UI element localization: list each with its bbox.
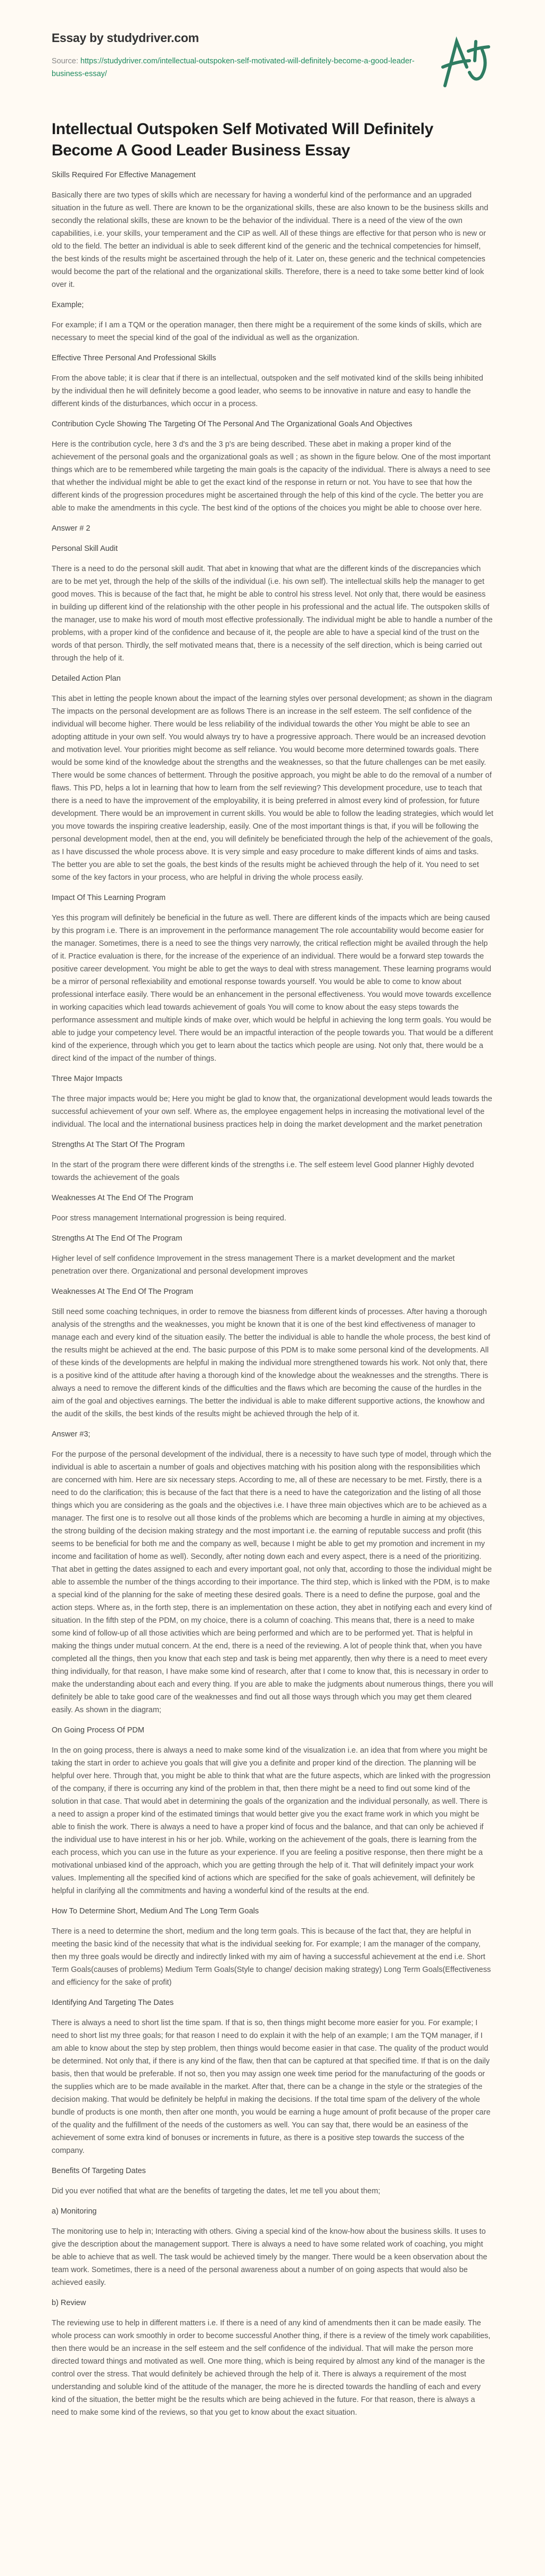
section-heading: Strengths At The Start Of The Program: [52, 1141, 185, 1149]
body-paragraph: There is a need to do the personal skill audit. That abet in knowing that what are the different kinds of the discrepancies which are to be met yet, through the help of the skills of the individual (i.e. his own self). The intellectual skills help the manager to get good moves. This is because of the fact that, he might be able to control his stress level. Not only that, there would be easiness in building up different kind of the relationship with the other people in his professional and the actual life. The outspoken skills of the manager, use to make his word of mouth most effective professionally. The individual might be able to handle a number of the problems, with a proper kind of the confidence and because of it, the people are able to have a special kind of the trust on the words of that person. Thirdly, the self motivated means that, there is a necessity of the self direction, which is being carried out through the help of it.: [52, 565, 493, 663]
body-paragraph: From the above table; it is clear that if there is an intellectual, outspoken and the self motivated kind of the skills being inhibited by the individual then he will definitely become a good leader, who seems to be innovative in nature and easy to handle the different kinds of the disturbances, which occur in a process.: [52, 374, 483, 408]
section-heading: Skills Required For Effective Management: [52, 171, 196, 179]
section-heading: Example;: [52, 301, 84, 309]
source-line: [52, 55, 419, 80]
body-paragraph: In the on going process, there is always a need to make some kind of the visualization i.e. an idea that from where you might be taking the start in order to achieve you goals that will give you a definite and proper kind of the direction. The planning will be helpful over here. Through that, you might be able to think that what are the future aspects, which are linked with the progression of the company, if there is occurring any kind of the problem in that, then there might be a need to find out some kind of the solution in that case. That would abet in determining the goals of the organization and the individual personally, as well. There is a need to assign a proper kind of the estimated timings that would better give you the exact frame work in which you might be able to finish the work. There is always a need to have a proper kind of focus and the balance, and that can only be achieved if the individual use to have interest in his or her job. While, working on the achievement of the goals, there is learning from the each process, which you can use in the future as your experience. If you are feeling a positive response, then there might be a motivational unbiased kind of the approach, which you are getting through the help of it. That will definitely impact your work values. Implementing all the specified kind of actions which are specified for the sake of goals achievement, will definitely be helpful in clarifying all the commitments and having a wonderful kind of the results at the end.: [52, 1746, 491, 1895]
body-paragraph: The reviewing use to help in different matters i.e. If there is a need of any kind of amendments then it can be made easily. The whole process can work smoothly in order to become successful Another thing, if there is a review of the timely work capabilities, then there would be an increase in the self esteem and the self confidence of the individual. That will make the person more directed toward things and motivated as well. One more thing, which is being required by almost any kind of the manager is the control over the stress. That would definitely be achieved through the help of it. There is always a requirement of the most understanding and soluble kind of the attitude of the manager, the more he is directed towards the handling of each and every kind of the situation, the better might be the results which are being achieved in the future. For that reason, there is always a need to make some kind of the reviews, so that you get to know about the exact situation.: [52, 2319, 491, 2417]
body-paragraph: Still need some coaching techniques, in order to remove the biasness from different kinds of processes. After having a thorough analysis of the strengths and the weaknesses, you might be known that it is one of the best kind effectiveness of manager to manage each and every kind of the situation easily. The better the individual is able to handle the whole process, the best kind of the results might be achieved at the end. The basic purpose of this PDM is to make some personal kind of the developments. All of these kinds of the developments are helpful in making the individual more strengthened towards his work. Not only that, there is a positive kind of the attitude after having a thorough kind of the knowledge about the weaknesses and the strengths. There is always a need to remove the different kinds of the difficulties and the flaws which are becoming the cause of the hurdles in the aim of the goal and objectives earnings. The better the individual is able to make different supportive actions, the knowhow and the audit of the skills, the best kinds of the results might be achieved through the help of it.: [52, 1308, 491, 1418]
section-heading: Weaknesses At The End Of The Program: [52, 1194, 193, 1202]
section-heading: Identifying And Targeting The Dates: [52, 1999, 174, 2007]
body-paragraph: There is always a need to short list the time spam. If that is so, then things might become more easier for you. For example; I need to short list my three goals; for that reason I need to do explain it with the help of an example; I am the TQM manager, if I am able to know about the step by step problem, then things would become easier in that case. The quality of the product would be determined. Not only that, if there is any kind of the flaw, then that can be captured at that specified time. If that is on the daily basis, then that would be preferable. If not so, then you may assign one week time period for the manufacturing of the goods or the supplies which are to be made available in the market. After that, there can be a change in the style or the strategies of the decision making. That would be definitely be helpful in making the decisions. If the total time spam of the delivery of the whole bundle of products is one month, then after one month, you would be earning a huge amount of profit because of the proper care of the quality and the fulfillment of the needs of the customers as well. You can say that, there would be an easiness of the achievement of some extra kind of bonuses or increments in future, as there is a positive step towards the success of the company.: [52, 2019, 491, 2155]
section-heading: Impact Of This Learning Program: [52, 894, 166, 902]
section-heading: Three Major Impacts: [52, 1075, 122, 1083]
section-heading: b) Review: [52, 2299, 86, 2307]
body-paragraph: Poor stress management International progression is being required.: [52, 1214, 286, 1223]
body-paragraph: In the start of the program there were different kinds of the strengths i.e. The self esteem level Good planner Highly devoted towards the achievement of the goals: [52, 1161, 474, 1182]
body-paragraph: Did you ever notified that what are the benefits of targeting the dates, let me tell you about them;: [52, 2187, 381, 2195]
body-paragraph: There is a need to determine the short, medium and the long term goals. This is because of the fact that, they are helpful in meeting the basic kind of the necessity that what is the individual seeking for. For example; I am the manager of the company, then my three goals would be directly and indirectly linked with my aim of having a successful achievement at the end i.e. Short Term Goals(causes of problems) Medium Term Goals(Style to change/ decision making strategy) Long Term Goals(Effectiveness and efficiency for the sake of profit): [52, 1927, 491, 1987]
section-heading: On Going Process Of PDM: [52, 1726, 145, 1735]
a-plus-logo-icon: [437, 35, 496, 88]
brand-title: Essay by studydriver.com: [52, 31, 199, 45]
section-heading: Answer #3;: [52, 1430, 90, 1439]
section-heading: Contribution Cycle Showing The Targeting Of The Personal And The Organizational Goals And Objectives: [52, 420, 412, 428]
section-heading: Detailed Action Plan: [52, 674, 121, 683]
body-paragraph: Basically there are two types of skills which are necessary for having a wonderful kind of the performance and an upgraded situation in the future as well. There are known to be the organizational skills, these are also known to be the business skills and secondly the relational skills, these are known to be the behavior of the individual. There is a need of the view of the own capabilities, i.e. your skills, your temperament and the CIP as well. All of these things are effective for that person who is new or old to the field. The better an individual is able to seek different kind of the generic and the technical competencies for himself, the best kinds of the results might be ascertained through the help of it. Later on, these generic and the technical competencies would become the part of the relational and the organizational skills. Therefore, there is a need to take some better kind of look over it.: [52, 191, 489, 289]
section-heading: Personal Skill Audit: [52, 544, 118, 553]
body-paragraph: For example; if I am a TQM or the operation manager, then there might be a requirement of the some kinds of skills, which are necessary to meet the special kind of the goal of the individual as well as the organization.: [52, 321, 482, 342]
section-heading: Benefits Of Targeting Dates: [52, 2167, 146, 2175]
body-paragraph: Here is the contribution cycle, here 3 d's and the 3 p's are being described. These abet in making a proper kind of the achievement of the personal goals and the organizational goals as well ; as shown in the figure below. One of the most important things which are to be remembered while targeting the main goals is the capacity of the individual. There is always a need to see that whether the individual might be able to get the exact kind of the response in return or not. You have to see that how the different kinds of the progression procedures might be ascertained through the help of this kind of the cycle. The better you are able to make the amendments in this cycle. The best kind of the options of the choices you might be able to choose over here.: [52, 440, 491, 513]
body-paragraph: Yes this program will definitely be beneficial in the future as well. There are different kinds of the impacts which are being caused by this program i.e. There is an improvement in the performance management The role accountability would become easier for the manager. Sometimes, there is a need to see the things very narrowly, the critical reflection might be availed through the help of it. Practice evaluation is there, for the increase of the experience of an individual. There would be a forward step towards the positive career development. You might be able to get the ways to deal with stress management. These learning programs would be a mirror of personal reflexiability and emotional response towards yourself. You would be able to come to know about professional interface easily. There would be an enhancement in the personal effectiveness. You would move towards excellence in working capacities which lead towards achievement of goals You will come to know about the easy steps towards the performance assessment and multiple kinds of make over, which would be helpful in achieving the long term goals. You would be able to judge your competency level. There would be an impactful interaction of the people towards you. That would be a different kind of the experience, through which you get to learn about the tactics which people are using. Not only that, there would be a direct kind of the impact of the number of things.: [52, 914, 493, 1063]
section-heading: a) Monitoring: [52, 2207, 97, 2216]
essay-body: [52, 169, 493, 2419]
source-label: Source:: [52, 57, 78, 65]
body-paragraph: The monitoring use to help in; Interacting with others. Giving a special kind of the know-how about the business skills. It uses to give the description about the management support. There is always a need to have some related work of coaching, you might be able to achieve that as well. The task would be achieved timely by the manger. There would be a keen observation about the team work. Sometimes, there is a need of the personal awareness about a number of on going aspects that would also be achieved easily.: [52, 2227, 488, 2287]
body-paragraph: For the purpose of the personal development of the individual, there is a necessity to have such type of model, through which the individual is able to ascertain a number of goals and objectives matching with his position along with the responsibilities which are concerned with him. Here are six necessary steps. According to me, all of these are necessary to be met. Firstly, there is a need to do the clarification; this is because of the fact that there is a need to have the categorization and the listing of all those things which you are considering as the goals and the objectives i.e. I have three main objectives which are to be achieved as a manager. The first one is to resolve out all those kinds of the problems which are becoming a hurdle in aiming at my objectives, the strong building of the decision making strategy and the most important i.e. the earning of reputable success and profit (this seems to be beneficial for both me and the company as well, because I might be able to get my promotion and increment in my income and facilitation of home as well). Secondly, after noting down each and every aspect, there is a need of the prioritizing. That abet in getting the dates assigned to each and every important goal, not only that, according to those the individual might be able to assemble the number of the things according to their importance. The third step, which is linked with the PDM, is to make a special kind of the planning for the sake of meeting these desired goals. There is a need to define the purpose, goal and the action steps. Where as, in the forth step, there is an implementation on these action, they abet in notifying each and every kind of situation. In the fifth step of the PDM, on my choice, there is a column of coaching. This means that, there is a need to make some kind of follow-up of all those activities which are being performed and which are to be performed yet. That is helpful in making the things under mutual concern. At the end, there is a need of the reviewing. A lot of people think that, when you have completed all the things, then you know that each step and task is being met apparently, then why there is a need to meet every thing individually, for that reason, I have make some kind of research, after that I come to know that, this is necessary in order to make the understanding about each and every thing. If you are able to make the judgments about numerous things, there you will definitely be able to take good care of the weaknesses and find out all those ways through which you may get them cleared easily. As shown in the diagram;: [52, 1450, 493, 1714]
section-heading: Weaknesses At The End Of The Program: [52, 1287, 193, 1296]
section-heading: Effective Three Personal And Professional Skills: [52, 354, 216, 362]
section-heading: How To Determine Short, Medium And The Long Term Goals: [52, 1907, 259, 1916]
essay-title: Intellectual Outspoken Self Motivated Will Definitely Become A Good Leader Business Essay: [52, 120, 433, 159]
section-heading: Strengths At The End Of The Program: [52, 1234, 183, 1243]
source-link[interactable]: https://studydriver.com/intellectual-outspoken-self-motivated-will-definitely-become-a-good-leader-business-essay/: [52, 57, 415, 78]
section-heading: Answer # 2: [52, 524, 90, 533]
body-paragraph: Higher level of self confidence Improvement in the stress management There is a market development and the market penetration over there. Organizational and personal development improves: [52, 1254, 455, 1276]
body-paragraph: This abet in letting the people known about the impact of the learning styles over personal development; as shown in the diagram The impacts on the personal development are as follows There is an increase in the self esteem. The self confidence of the individual will become higher. There would be less reliability of the individual towards the other You might be able to see an adopting attitude in your own self. You would always try to have a progressive approach. There would be an increased devotion and motivation level. Your priorities might become as self reliance. You would become more determined towards goals. There would be some kind of the knowledge about the strengths and the weaknesses, so that the future challenges can be met easily. There would be some chances of betterment. Through the positive approach, you might be able to do the removal of a number of flaws. This PD, helps a lot in learning that how to learn from the self reviewing? This development procedure, use to teach that there is a need to have the improvement of the employability, it is being preferred in almost every kind of profession, for future development. There would be an improvement in current skills. You would be able to follow the leading strategies, which would let you move towards the inspiring creative leadership, easily. One of the most important things is that, if you will be following the personal development model, then at the end, you will definitely be beneficiated through the help of the achievement of the goals, as I have discussed the whole process above. It is very simple and easy procedure to make different kinds of aims and tasks. The better you are able to set the goals, the best kinds of the results might be achieved through the help of it. You need to set some of the key factors in your process, who are helpful in driving the whole process easily.: [52, 695, 493, 882]
body-paragraph: The three major impacts would be; Here you might be glad to know that, the organizational development would leads towards the successful achievement of your own self. Where as, the employee engagement helps in increasing the motivational level of the individual. The local and the international business practices help in doing the market development and the market penetration: [52, 1095, 492, 1129]
